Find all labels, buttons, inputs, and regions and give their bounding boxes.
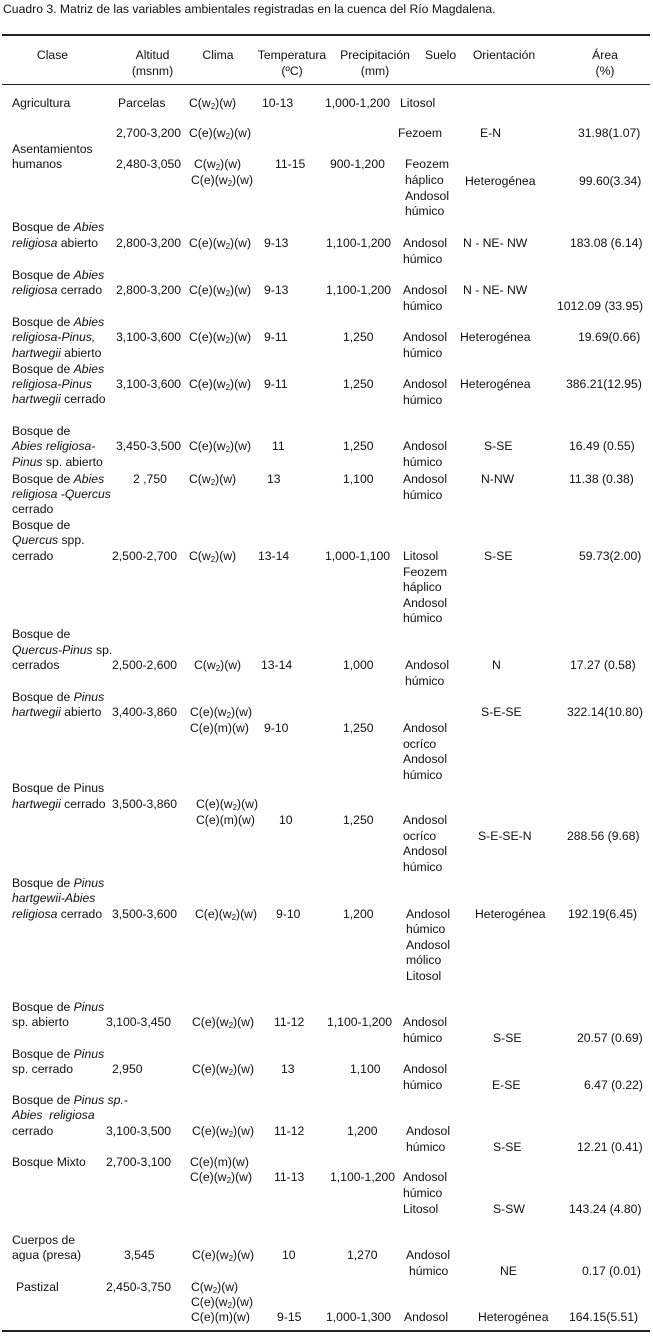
cell-suelo: Andosol — [403, 721, 448, 735]
cell-clima: $C(w_2)(w)$ — [189, 472, 237, 487]
cell-temperatura: 10 — [282, 1248, 296, 1262]
cell-clase: Bosque Mixto — [12, 1155, 86, 1169]
header-clima: Clima — [202, 48, 234, 62]
cell-suelo: húmico — [406, 1140, 446, 1154]
cell-clase: Bosque de Abies — [12, 268, 105, 282]
cell-clase: Abies religiosa — [12, 1108, 95, 1122]
cell-suelo: Andosol — [406, 1124, 451, 1138]
cell-temperatura: 11-12 — [274, 1015, 305, 1029]
cell-temperatura: 10-13 — [262, 96, 294, 110]
cell-orientacion: N - NE- NW — [463, 283, 528, 297]
cell-area: 192.19(6.45) — [568, 907, 638, 921]
cell-suelo: Fezoem — [398, 126, 443, 140]
header-rule — [2, 84, 650, 85]
cell-temperatura: 10 — [279, 813, 293, 827]
cell-suelo: húmico — [403, 299, 443, 313]
cell-orientacion: NE — [500, 1264, 517, 1278]
cell-clima: $C(e)(w_2)(w)$ — [192, 1015, 255, 1030]
cell-orientacion: Heterogénea — [460, 377, 531, 391]
cell-area: 1012.09 (33.95) — [557, 299, 644, 313]
header-area-unit: (%) — [595, 64, 615, 78]
cell-suelo: húmico — [403, 346, 443, 360]
cell-suelo: Feozem — [403, 565, 448, 579]
cell-suelo: húmico — [403, 611, 443, 625]
cell-area: 16.49 (0.55) — [569, 439, 635, 453]
cell-area: 59.73(2.00) — [579, 549, 642, 563]
cell-precipitacion: 1,100-1,200 — [327, 1015, 393, 1029]
cell-suelo: ocríco — [403, 829, 437, 843]
cell-suelo: húmico — [403, 1078, 443, 1092]
cell-clase: Bosque de Pinus sp.- — [12, 1093, 128, 1107]
cell-clima: $C(w_2)(w)$ — [191, 1280, 239, 1295]
cell-suelo: Andosol — [403, 1170, 448, 1184]
cell-precipitacion: 1,200 — [347, 1124, 378, 1138]
cell-suelo: Andosol — [403, 752, 448, 766]
cell-clase: Bosque de Abies — [12, 315, 105, 329]
cell-suelo: Andosol — [403, 330, 448, 344]
cell-suelo: húmico — [403, 393, 443, 407]
cell-clase: Pastizal — [16, 1280, 59, 1294]
cell-temperatura: 9-11 — [264, 330, 288, 344]
cell-area: 143.24 (4.80) — [569, 1202, 642, 1216]
cell-clima: C(e)(m)(w) — [191, 1310, 250, 1324]
cell-suelo: húmico — [405, 674, 445, 688]
cell-area: 0.17 (0.01) — [582, 1264, 641, 1278]
header-precipitacion-unit: (mm) — [360, 64, 390, 78]
cell-altitud: 2,800-3,200 — [116, 283, 182, 297]
cell-clase: humanos — [12, 157, 63, 171]
cell-clima: $C(e)(w_2)(w)$ — [189, 126, 252, 141]
cell-temperatura: 11 — [272, 439, 285, 453]
cell-suelo: húmico — [406, 922, 446, 936]
cell-precipitacion: 1,270 — [347, 1248, 378, 1262]
cell-clima: $C(e)(w_2)(w)$ — [196, 797, 259, 812]
cell-orientacion: N - NE- NW — [463, 236, 528, 250]
cell-precipitacion: 1,200 — [343, 907, 374, 921]
cell-altitud: 2,500-2,700 — [112, 549, 178, 563]
header-clase: Clase — [36, 48, 69, 62]
cell-clase: hartwegii cerrado — [12, 797, 106, 811]
cell-suelo: húmico — [403, 768, 443, 782]
cell-area: 19.69(0.66) — [578, 330, 641, 344]
cell-clima: $C(e)(w_2)(w)$ — [192, 1248, 255, 1263]
cell-clima: $C(e)(w_2)(w)$ — [189, 377, 252, 392]
cell-area: 386.21(12.95) — [566, 377, 642, 391]
cell-clima: $C(e)(w_2)(w)$ — [189, 330, 252, 345]
cell-suelo: húmico — [403, 252, 443, 266]
cell-clase: Cuerpos de — [12, 1233, 76, 1247]
header-altitud: Altitud — [135, 48, 170, 62]
header-precipitacion: Precipitación — [340, 48, 410, 62]
cell-clase: Bosque de Abies — [12, 362, 105, 376]
cell-suelo: Andosol — [403, 844, 448, 858]
cell-suelo: húmico — [403, 860, 443, 874]
cell-clase: religiosa abierto — [12, 236, 99, 250]
cell-orientacion: E-N — [480, 126, 501, 140]
cell-clase: hartgewii-Abies — [12, 891, 96, 905]
cell-altitud: Parcelas — [118, 96, 166, 110]
cell-area: 322.14(10.80) — [567, 705, 643, 719]
table-caption: Cuadro 3. Matriz de las variables ambientales registradas en la cuenca del Río Magdalena. — [3, 2, 496, 16]
cell-clase: Bosque de — [12, 627, 71, 641]
cell-altitud: 2,500-2,600 — [112, 658, 178, 672]
cell-clima: $C(w_2)(w)$ — [189, 549, 237, 564]
cell-clase: Bosque de Pinus — [12, 1000, 105, 1014]
cell-precipitacion: 1,250 — [343, 377, 374, 391]
cell-suelo: húmico — [409, 1264, 449, 1278]
cell-clima: $C(e)(w_2)(w)$ — [192, 1124, 255, 1139]
cell-clima: $C(e)(w_2)(w)$ — [195, 907, 258, 922]
cell-clase: Bosque de Pinus — [12, 1047, 105, 1061]
cell-clase: Abies religiosa- — [12, 439, 96, 453]
top-rule — [2, 34, 650, 36]
cell-orientacion: S-E-SE — [481, 705, 522, 719]
cell-precipitacion: 1,000-1,100 — [325, 549, 391, 563]
cell-clima: $C(w_2)(w)$ — [194, 157, 242, 172]
cell-suelo: Andosol — [403, 439, 448, 453]
cell-orientacion: S-SW — [493, 1202, 525, 1216]
cell-suelo: Andosol — [403, 1062, 448, 1076]
cell-temperatura: 11-12 — [274, 1124, 305, 1138]
cell-area: 6.47 (0.22) — [584, 1078, 643, 1092]
cell-precipitacion: 1,100 — [343, 472, 374, 486]
cell-suelo: Andosol — [404, 1310, 449, 1324]
cell-orientacion: Heterogénea — [475, 907, 546, 921]
cell-temperatura: 13-14 — [261, 658, 293, 672]
cell-temperatura: 9-10 — [276, 907, 301, 921]
header-orientacion: Orientación — [472, 48, 536, 62]
header-temperatura-unit: (ºC) — [281, 64, 303, 78]
cell-altitud: 3,100-3,600 — [116, 377, 182, 391]
cell-clase: Pinus sp. abierto — [12, 455, 103, 469]
cell-precipitacion: 1,100 — [350, 1062, 381, 1076]
cell-clase: Quercus spp. — [12, 533, 85, 547]
cell-altitud: 2 ,750 — [133, 472, 167, 486]
cell-clima: $C(e)(w_2)(w)$ — [189, 283, 252, 298]
cell-clase: Bosque de Pinus — [12, 781, 105, 795]
cell-suelo: Andosol — [406, 907, 451, 921]
cell-area: 99.60(3.34) — [579, 174, 642, 188]
cell-clima: C(e)(m)(w) — [196, 813, 255, 827]
cell-altitud: 2,450-3,750 — [106, 1280, 172, 1294]
cell-orientacion: S-E-SE-N — [478, 829, 532, 843]
cell-altitud: 3,100-3,450 — [106, 1015, 172, 1029]
cell-suelo: Andosol — [406, 938, 451, 952]
cell-clima: $C(e)(w_2)(w)$ — [190, 1170, 253, 1185]
cell-precipitacion: 1,250 — [343, 813, 374, 827]
cell-precipitacion: 1,100-1,200 — [330, 1170, 396, 1184]
cell-orientacion: S-SE — [493, 1140, 522, 1154]
cell-temperatura: 13-14 — [258, 549, 290, 563]
cell-altitud: 2,700-3,200 — [116, 126, 182, 140]
cell-clima: $C(w_2)(w)$ — [189, 96, 237, 111]
cell-suelo: Andosol — [403, 596, 448, 610]
cell-clase: Asentamientos — [12, 142, 93, 156]
cell-altitud: 2,950 — [112, 1062, 143, 1076]
cell-clima: $C(e)(w_2)(w)$ — [189, 236, 252, 251]
cell-clase: religiosa -Quercus — [12, 487, 111, 501]
cell-clima: $C(w_2)(w)$ — [194, 658, 242, 673]
cell-suelo: háplico — [403, 580, 442, 594]
cell-altitud: 2,700-3,100 — [106, 1155, 172, 1169]
cell-clima: C(e)(m)(w) — [190, 1155, 249, 1169]
cell-suelo: húmico — [403, 488, 443, 502]
header-area: Área — [592, 48, 618, 62]
cell-clase: Bosque de — [12, 518, 71, 532]
cell-clase: religiosa-Pinus — [12, 377, 92, 391]
cell-temperatura: 9-13 — [264, 236, 289, 250]
cell-altitud: 3,100-3,600 — [116, 330, 182, 344]
cell-orientacion: E-SE — [492, 1078, 521, 1092]
cell-altitud: 3,400-3,860 — [112, 705, 178, 719]
cell-temperatura: 9-10 — [264, 721, 289, 735]
cell-clima: $C(e)(w_2)(w)$ — [189, 439, 252, 454]
cell-suelo: mólico — [406, 953, 442, 967]
cell-suelo: háplico — [405, 173, 444, 187]
cell-altitud: 2,480-3,050 — [116, 157, 182, 171]
cell-suelo: Litosol — [406, 969, 442, 983]
cell-altitud: 3,450-3,500 — [116, 439, 182, 453]
cell-altitud: 3,545 — [124, 1248, 155, 1262]
cell-temperatura: 13 — [281, 1062, 295, 1076]
cell-clase: cerrado — [12, 502, 54, 516]
cell-suelo: Andosol — [403, 472, 448, 486]
cell-temperatura: 13 — [267, 472, 281, 486]
cell-precipitacion: 1,000 — [343, 658, 374, 672]
cell-suelo: Andosol — [403, 377, 448, 391]
cell-clase: hartwegii abierto — [12, 346, 102, 360]
bottom-rule — [2, 1330, 650, 1332]
cell-area: 11.38 (0.38) — [569, 472, 634, 486]
cell-area: 31.98(1.07) — [578, 126, 641, 140]
cell-clima: C(e)(m)(w) — [190, 721, 249, 735]
cell-temperatura: 9-13 — [264, 283, 289, 297]
cell-clase: Bosque de Abies — [12, 220, 105, 234]
cell-clase: Quercus-Pinus sp. — [12, 643, 113, 657]
cell-suelo: ocríco — [403, 737, 437, 751]
cell-orientacion: S-SE — [484, 549, 513, 563]
cell-clase: cerrados — [12, 658, 60, 672]
cell-altitud: 2,800-3,200 — [116, 236, 182, 250]
cell-clase: religiosa cerrado — [12, 283, 103, 297]
cell-area: 17.27 (0.58) — [570, 658, 636, 672]
cell-area: 288.56 (9.68) — [567, 829, 640, 843]
cell-suelo: húmico — [403, 1031, 443, 1045]
cell-orientacion: Heterogénea — [478, 1310, 549, 1324]
cell-clase: religiosa cerrado — [12, 907, 103, 921]
cell-suelo: Litosol — [403, 549, 439, 563]
cell-precipitacion: 900-1,200 — [330, 157, 385, 171]
cell-precipitacion: 1,100-1,200 — [326, 283, 392, 297]
cell-suelo: Andosol — [403, 1015, 448, 1029]
cell-altitud: 3,500-3,600 — [112, 907, 178, 921]
cell-suelo: Andosol — [403, 813, 448, 827]
cell-orientacion: N-NW — [481, 472, 515, 486]
cell-suelo: húmico — [403, 1186, 443, 1200]
cell-temperatura: 11-15 — [275, 157, 306, 171]
cell-clase: Bosque de Abies — [12, 472, 105, 486]
cell-altitud: 3,500-3,860 — [112, 797, 178, 811]
cell-clase: hartwegii cerrado — [12, 392, 106, 406]
cell-precipitacion: 1,250 — [343, 721, 374, 735]
cell-area: 164.15(5.51) — [569, 1310, 639, 1324]
cell-orientacion: N — [492, 658, 501, 672]
cell-temperatura: 9-11 — [264, 377, 288, 391]
cell-clase: agua (presa) — [12, 1248, 82, 1262]
cell-precipitacion: 1,250 — [343, 439, 374, 453]
cell-clase: religiosa-Pinus, — [12, 330, 96, 344]
cell-temperatura: 11-13 — [274, 1170, 305, 1184]
cell-suelo: Feozem — [405, 157, 450, 171]
cell-suelo: Andosol — [403, 283, 448, 297]
cell-orientacion: S-SE — [484, 439, 513, 453]
cell-precipitacion: 1,100-1,200 — [326, 236, 392, 250]
cell-clase: sp. cerrado — [12, 1062, 73, 1076]
cell-altitud: 3,100-3,500 — [106, 1124, 172, 1138]
cell-area: 12.21 (0.41) — [577, 1140, 643, 1154]
header-altitud-unit: (msnm) — [131, 64, 174, 78]
cell-suelo: Litosol — [403, 1202, 439, 1216]
cell-orientacion: Heterogénea — [465, 174, 536, 188]
cell-orientacion: S-SE — [493, 1031, 522, 1045]
cell-area: 183.08 (6.14) — [570, 236, 643, 250]
cell-clase: sp. abierto — [12, 1015, 69, 1029]
header-temperatura: Temperatura — [257, 48, 327, 62]
cell-suelo: Andosol — [406, 1248, 451, 1262]
cell-clima: $C(e)(w_2)(w)$ — [191, 173, 254, 188]
cell-orientacion: Heterogénea — [460, 330, 531, 344]
cell-suelo: húmico — [405, 204, 445, 218]
cell-clase: cerrado — [12, 1124, 54, 1138]
cell-clima: $C(e)(w_2)(w)$ — [191, 1295, 254, 1310]
cell-suelo: Litosol — [400, 96, 436, 110]
cell-clima: $C(e)(w_2)(w)$ — [192, 1062, 255, 1077]
cell-temperatura: 9-15 — [277, 1310, 302, 1324]
cell-suelo: Andosol — [403, 236, 448, 250]
cell-clima: $C(e)(w_2)(w)$ — [190, 705, 253, 720]
cell-suelo: Andosol — [405, 189, 450, 203]
cell-clase: Bosque de Pinus — [12, 690, 105, 704]
cell-suelo: Andosol — [405, 658, 450, 672]
header-suelo: Suelo — [425, 48, 457, 62]
cell-precipitacion: 1,000-1,300 — [326, 1310, 392, 1324]
cell-clase: Bosque de Pinus — [12, 876, 105, 890]
cell-area: 20.57 (0.69) — [577, 1031, 643, 1045]
cell-suelo: húmico — [403, 455, 443, 469]
cell-clase: cerrado — [12, 549, 54, 563]
cell-clase: hartwegii abierto — [12, 705, 102, 719]
cell-clase: Agricultura — [12, 96, 71, 110]
cell-precipitacion: 1,000-1,200 — [325, 96, 391, 110]
cell-clase: Bosque de — [12, 424, 71, 438]
cell-precipitacion: 1,250 — [343, 330, 374, 344]
